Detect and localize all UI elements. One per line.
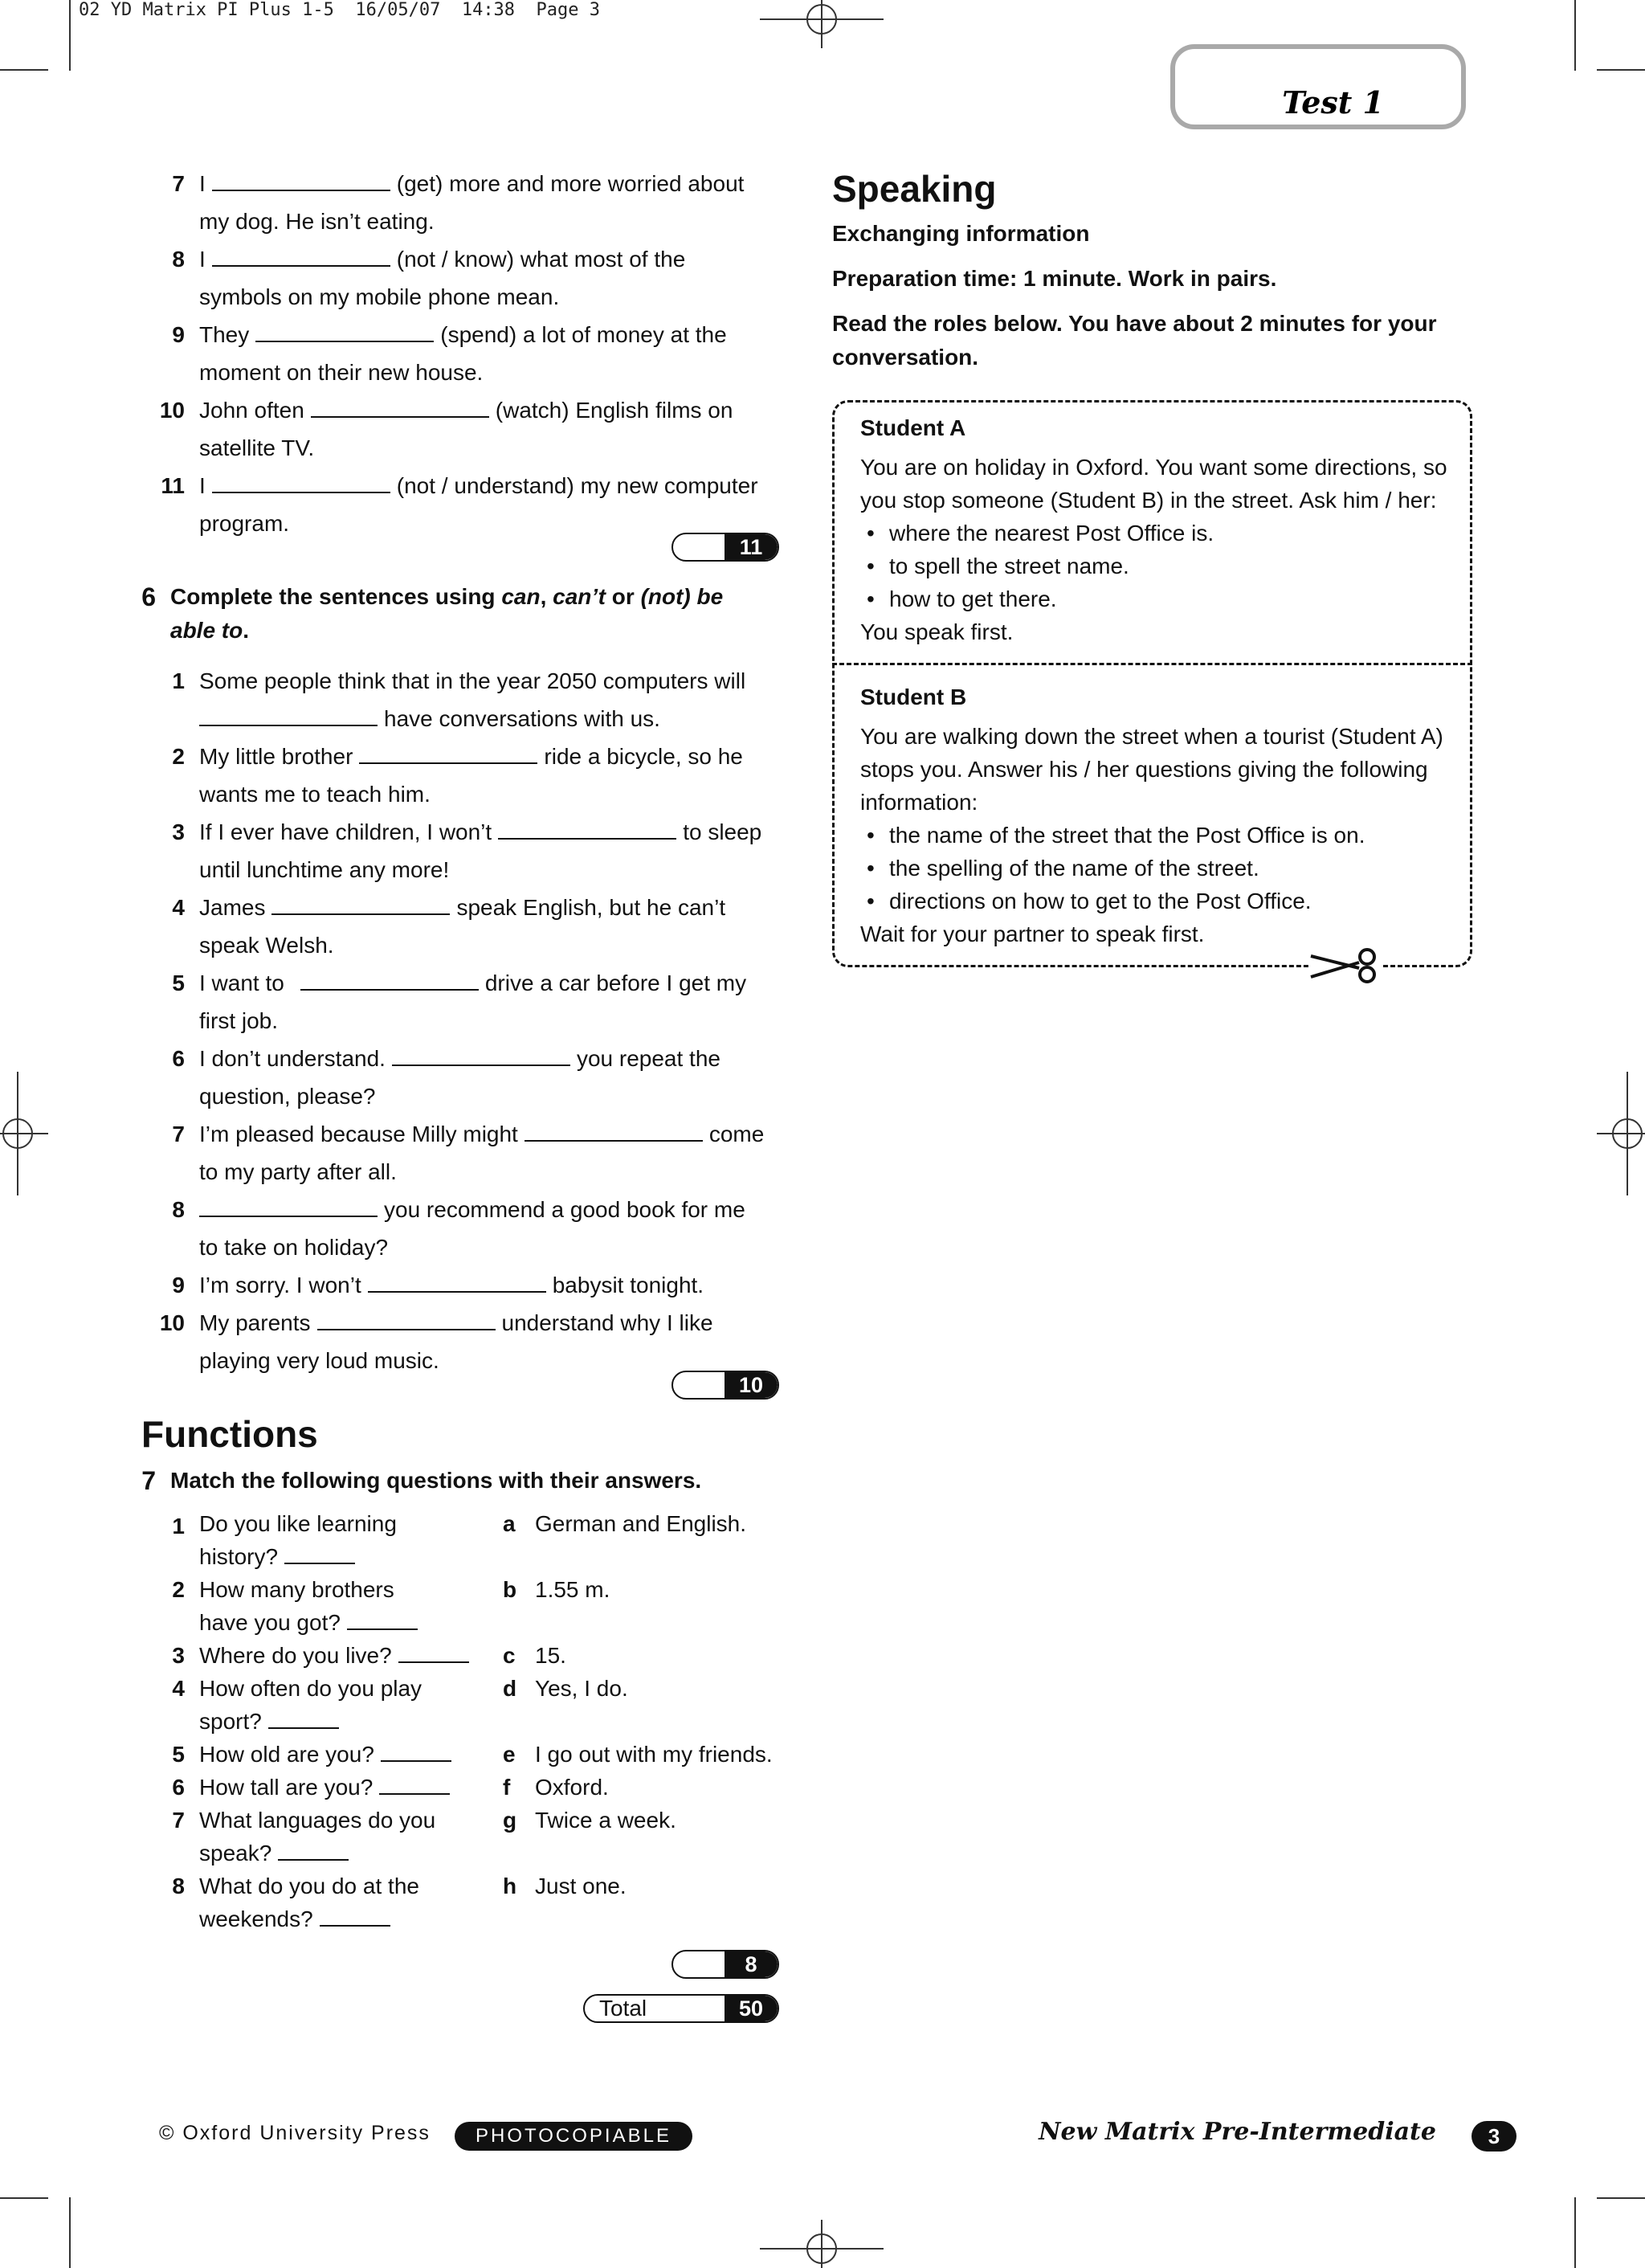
answer-blank[interactable] [525, 1121, 703, 1142]
answer-blank[interactable] [199, 705, 378, 726]
total-score-box [583, 1994, 779, 2023]
question-text: Do you like learning [199, 1511, 397, 1536]
crop-mark [69, 2197, 71, 2268]
item-text: until lunchtime any more! [199, 857, 450, 882]
photocopiable-badge: PHOTOCOPIABLE [455, 2122, 692, 2151]
print-slug: 02 YD Matrix PI Plus 1-5 16/05/07 14:38 Page 3 [79, 0, 601, 20]
item-number: 7 [172, 1122, 185, 1146]
item-text: My little brother [199, 744, 353, 769]
score-value: 11 [725, 534, 778, 560]
list-item [199, 1738, 451, 1771]
list-item [199, 738, 743, 775]
item-text: to sleep [683, 819, 762, 844]
item-number: 7 [172, 171, 185, 196]
instruction-text: can [501, 584, 541, 609]
instruction-text: Read the roles below. You have about 2 minutes for your [832, 311, 1437, 336]
instruction-text: able to [170, 618, 243, 643]
item-text: my dog. He isn’t eating. [199, 209, 435, 234]
question-text: What do you do at the [199, 1874, 419, 1898]
score-value: 10 [725, 1372, 778, 1398]
section-heading-speaking: Speaking [832, 168, 997, 210]
test-label: Test 1 [1282, 84, 1384, 121]
question-text: have you got? [199, 1610, 341, 1635]
crop-mark [1574, 0, 1576, 71]
exercise-7-instruction: Match the following questions with their answers. [170, 1468, 702, 1493]
list-item [199, 391, 733, 429]
role-text-line: You speak first. [860, 619, 1014, 644]
answer-blank[interactable] [317, 1310, 496, 1330]
item-number: 5 [172, 971, 185, 995]
crop-mark [69, 0, 71, 71]
list-item [199, 467, 758, 505]
answer-blank[interactable] [359, 743, 537, 764]
list-item [199, 1639, 469, 1672]
cut-line [832, 663, 1472, 665]
item-number: 4 [172, 1676, 185, 1701]
list-item [199, 240, 685, 278]
answer-text: Yes, I do. [535, 1676, 628, 1701]
item-number: 6 [172, 1775, 185, 1800]
item-text: (get) more and more worried about [396, 171, 745, 196]
role-bullet: • to spell the street name. [860, 550, 1463, 582]
answer-blank[interactable] [268, 1708, 339, 1729]
item-number: 9 [172, 1273, 185, 1297]
answer-blank[interactable] [368, 1272, 546, 1293]
registration-mark [760, 2220, 884, 2268]
score-value: 8 [725, 1951, 778, 1977]
answer-blank[interactable] [347, 1609, 418, 1630]
answer-blank[interactable] [199, 1196, 378, 1217]
item-text: (spend) a lot of money at the [440, 322, 727, 347]
question-text: history? [199, 1544, 279, 1569]
item-text: (watch) English films on [495, 398, 733, 423]
answer-blank[interactable] [379, 1774, 450, 1795]
test-tab [1170, 44, 1466, 129]
answer-blank[interactable] [320, 1906, 390, 1927]
role-bullet: • how to get there. [860, 582, 1463, 615]
question-text: How tall are you? [199, 1775, 373, 1800]
item-text: ride a bicycle, so he [544, 744, 743, 769]
answer-blank[interactable] [381, 1741, 451, 1762]
answer-text: German and English. [535, 1511, 747, 1536]
list-item [199, 1902, 390, 1935]
item-text: James [199, 895, 266, 920]
answer-blank[interactable] [212, 246, 390, 267]
list-item [199, 1837, 349, 1870]
list-item [193, 1191, 745, 1228]
item-text: symbols on my mobile phone mean. [199, 284, 560, 309]
instruction-text: Complete the sentences using [170, 584, 502, 609]
item-text: to take on holiday? [199, 1235, 389, 1260]
question-text: speak? [199, 1841, 272, 1865]
scissors-icon [1309, 945, 1382, 987]
speaking-instruction [832, 307, 1437, 374]
total-value: 50 [725, 1996, 778, 2021]
section-heading-functions: Functions [141, 1413, 318, 1455]
answer-letter: d [503, 1676, 517, 1701]
item-number: 10 [159, 1310, 185, 1335]
exercise-number: 6 [141, 582, 156, 611]
registration-mark [0, 1072, 48, 1195]
answer-blank[interactable] [300, 970, 479, 991]
item-text: My parents [199, 1310, 311, 1335]
answer-blank[interactable] [284, 1543, 355, 1564]
role-text-line: information: [860, 790, 978, 815]
speaking-subheading: Exchanging information [832, 221, 1090, 246]
answer-text: 15. [535, 1643, 566, 1668]
role-text-line: You are walking down the street when a tourist (Student A) [860, 724, 1443, 749]
instruction-text: or [606, 584, 641, 609]
item-text: drive a car before I get my [484, 971, 747, 995]
role-title: Student B [860, 684, 967, 709]
item-number: 7 [172, 1808, 185, 1833]
item-text: wants me to teach him. [199, 782, 431, 807]
role-text-line: stops you. Answer his / her questions giving the following [860, 757, 1428, 782]
registration-mark [1597, 1072, 1645, 1195]
question-text: What languages do you [199, 1808, 436, 1833]
item-text: I’m pleased because Milly might [199, 1122, 518, 1146]
item-text: I [199, 247, 206, 272]
copyright: © Oxford University Press [159, 2122, 431, 2144]
list-item [199, 1115, 764, 1153]
answer-text: 1.55 m. [535, 1577, 610, 1602]
answer-blank[interactable] [212, 472, 390, 493]
item-text: I [199, 171, 206, 196]
list-item [199, 165, 744, 202]
question-text: How many brothers [199, 1577, 394, 1602]
answer-blank[interactable] [271, 894, 450, 915]
role-bullet: • the spelling of the name of the street. [860, 852, 1463, 885]
instruction-text: can’t [553, 584, 606, 609]
list-item [199, 1606, 418, 1639]
item-number: 5 [172, 1742, 185, 1767]
student-a-card [860, 412, 1463, 648]
exercise-6-instruction [170, 580, 781, 648]
list-item [199, 889, 725, 926]
crop-mark [1574, 2197, 1576, 2268]
question-text: Where do you live? [199, 1643, 392, 1668]
item-number: 9 [172, 322, 185, 347]
question-text: How often do you play [199, 1676, 422, 1701]
answer-blank[interactable] [278, 1840, 349, 1861]
item-text: speak Welsh. [199, 933, 334, 958]
list-item [199, 1040, 720, 1077]
instruction-text: conversation. [832, 345, 979, 370]
answer-letter: c [503, 1643, 516, 1668]
role-title: Student A [860, 415, 966, 440]
item-text: have conversations with us. [384, 706, 660, 731]
item-text: program. [199, 511, 290, 536]
item-text: first job. [199, 1008, 279, 1033]
item-text: They [199, 322, 250, 347]
book-title: New Matrix Pre-Intermediate [1039, 2118, 1436, 2146]
item-text: John often [199, 398, 304, 423]
list-item [199, 1266, 704, 1304]
total-label: Total [599, 1996, 647, 2021]
answer-blank[interactable] [212, 170, 390, 191]
item-text: understand why I like [501, 1310, 713, 1335]
item-number: 8 [172, 1874, 185, 1898]
item-number: 11 [161, 473, 185, 498]
answer-blank[interactable] [398, 1642, 469, 1663]
item-number: 8 [172, 1197, 185, 1222]
item-number: 2 [172, 1577, 185, 1602]
item-number: 10 [159, 398, 185, 423]
item-text: I want to [199, 971, 284, 995]
question-text: How old are you? [199, 1742, 374, 1767]
answer-letter: b [503, 1577, 517, 1602]
instruction-text: , [540, 584, 553, 609]
item-text: moment on their new house. [199, 360, 484, 385]
list-item [199, 964, 746, 1002]
answer-text: Twice a week. [535, 1808, 676, 1833]
role-text [860, 720, 1463, 950]
instruction-text: (not) be [640, 584, 724, 609]
item-text: Some people think that in the year 2050 computers will [199, 668, 746, 693]
item-text: question, please? [199, 1084, 376, 1109]
registration-mark [760, 0, 884, 48]
page-number: 3 [1472, 2121, 1516, 2152]
student-b-card [860, 681, 1463, 950]
item-text: speak English, but he can’t [456, 895, 726, 920]
exercise-number: 7 [141, 1466, 156, 1495]
list-item [199, 1771, 450, 1804]
item-number: 6 [172, 1046, 185, 1071]
question-text: weekends? [199, 1906, 313, 1931]
preparation-time: Preparation time: 1 minute. Work in pairs. [832, 266, 1277, 291]
item-number: 3 [172, 819, 185, 844]
answer-blank[interactable] [498, 819, 676, 840]
list-item [199, 316, 727, 353]
item-text: (not / understand) my new computer [396, 473, 758, 498]
crop-mark [1597, 69, 1645, 71]
answer-letter: e [503, 1742, 516, 1767]
crop-mark [1597, 2197, 1645, 2199]
item-number: 1 [172, 1514, 185, 1539]
score-box [671, 1371, 779, 1400]
item-number: 3 [172, 1643, 185, 1668]
role-bullet: • the name of the street that the Post Office is on. [860, 819, 1463, 852]
list-item [199, 1705, 339, 1738]
item-number: 1 [172, 668, 185, 693]
item-text: I don’t understand. [199, 1046, 386, 1071]
role-text [860, 451, 1463, 648]
item-number: 2 [172, 744, 185, 769]
item-text: you recommend a good book for me [384, 1197, 745, 1222]
list-item [199, 1540, 355, 1573]
list-item [199, 1304, 713, 1342]
question-text: sport? [199, 1709, 262, 1734]
answer-letter: g [503, 1808, 517, 1833]
item-text: you repeat the [576, 1046, 720, 1071]
role-text-line: You are on holiday in Oxford. You want some directions, so [860, 455, 1447, 480]
role-bullet: • directions on how to get to the Post Office. [860, 885, 1463, 917]
item-number: 4 [172, 895, 185, 920]
item-text: satellite TV. [199, 435, 315, 460]
item-text: I [199, 473, 206, 498]
crop-mark [0, 2197, 48, 2199]
answer-blank[interactable] [311, 397, 489, 418]
role-text-line: you stop someone (Student B) in the street. Ask him / her: [860, 488, 1437, 513]
answer-text: Just one. [535, 1874, 627, 1898]
list-item [199, 813, 761, 851]
answer-text: I go out with my friends. [535, 1742, 773, 1767]
instruction-text: . [243, 618, 250, 643]
item-number: 8 [172, 247, 185, 272]
role-text-line: Wait for your partner to speak first. [860, 922, 1205, 946]
list-item [193, 700, 660, 738]
item-text: If I ever have children, I won’t [199, 819, 492, 844]
answer-letter: a [503, 1511, 516, 1536]
crop-mark [0, 69, 48, 71]
item-text: babysit tonight. [552, 1273, 704, 1297]
role-bullet: • where the nearest Post Office is. [860, 517, 1463, 550]
answer-blank[interactable] [255, 321, 434, 342]
item-text: to my party after all. [199, 1159, 397, 1184]
item-text: playing very loud music. [199, 1348, 439, 1373]
answer-blank[interactable] [392, 1045, 570, 1066]
item-text: I’m sorry. I won’t [199, 1273, 361, 1297]
answer-letter: f [503, 1775, 511, 1800]
score-box [671, 1950, 779, 1979]
answer-letter: h [503, 1874, 517, 1898]
item-text: (not / know) what most of the [396, 247, 686, 272]
item-text: come [708, 1122, 765, 1146]
answer-text: Oxford. [535, 1775, 609, 1800]
score-box [671, 533, 779, 562]
